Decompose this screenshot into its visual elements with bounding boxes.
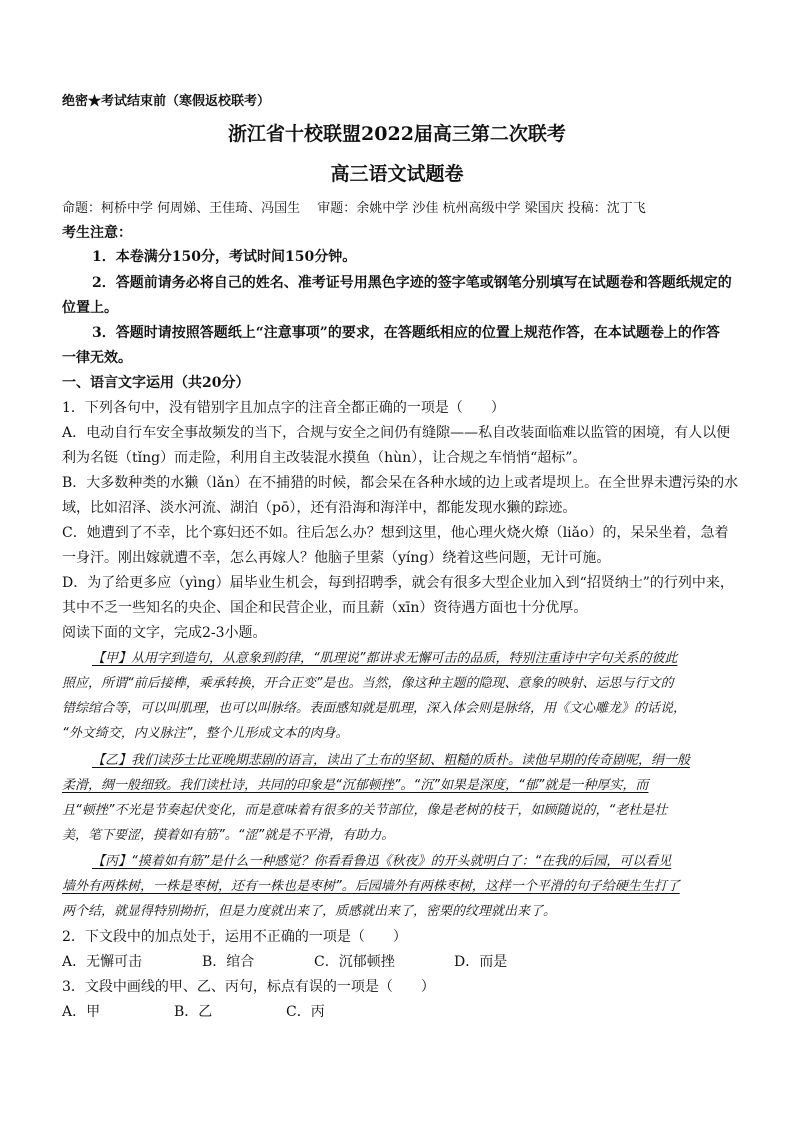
q1-option-a-line-2: 利为名铤（tǐng）而走险，利用自主改装混水摸鱼（hùn），让合规之车悄悄“超标”。 [62,450,587,466]
note-2-line-2: 位置上。 [62,300,118,316]
q3-options [62,1002,325,1022]
q1-option-b-line-2: 域，比如沼泽、淡水河流、湖泊（pō），还有沿海和海洋中，都能发现水獭的踪迹。 [62,500,577,516]
passage-jia-line-2: 照应，所谓“前后接榫，乘承转换，开合正变”是也。当然，像这种主题的隐现、意象的映射、运思与行文的 [62,676,674,691]
passage-bing-line-2: 墙外有两株树，一株是枣树，还有一株也是枣树”。后园墙外有两株枣树，这样一个平滑的句子给硬生生打了 [62,879,680,894]
q2-options [62,952,507,972]
credits-line: 命题：柯桥中学 何周娣、王佳琦、冯国生 审题：余姚中学 沙佳 杭州高级中学 梁国庆 投稿：沈丁飞 [62,201,646,216]
q3-option-a: A．甲 [62,1004,101,1020]
q1-option-c-line-2: 一身汗。刚出嫁就遭不幸，怎么再嫁人？他脑子里萦（yíng）绕着这些问题，无计可施。 [62,550,611,566]
note-2-line-1: 2．答题前请务必将自己的姓名、准考证号用黑色字迹的签字笔或钢笔分别填写在试题卷和答题纸规定的 [92,275,732,291]
reading-prompt: 阅读下面的文字，完成2-3小题。 [62,625,267,641]
passage-yi-line-3: 且“顿挫”不光是节奏起伏变化，而是意味着有很多的关节部位，像是老树的枝干，如顾随说的，“老杜是壮 [62,803,668,818]
q3-stem: 3．文段中画线的甲、乙、丙句，标点有误的一项是（ ） [62,979,435,995]
q2-stem: 2．下文段中的加点处于，运用不正确的一项是（ ） [62,929,407,945]
q3-option-c: C．丙 [286,1004,325,1020]
notes-heading: 考生注意： [62,225,132,241]
section-1-heading: 一、语言文字运用（共20分） [62,375,250,391]
passage-jia-line-4: “外文绮交，内义脉注”，整个儿形成文本的肉身。 [62,726,349,741]
q1-option-c-line-1: C．她遭到了不幸，比个寡妇还不如。往后怎么办？想到这里，他心理火烧火燎（liǎo）的，呆呆坐着，急着 [62,525,729,541]
q1-option-d-line-2: 其中不乏一些知名的央企、国企和民营企业，而且薪（xīn）资待遇方面也十分优厚。 [62,600,588,616]
note-1: 1．本卷满分150分，考试时间150分钟。 [92,249,357,265]
q1-option-d-line-1: D．为了给更多应（yìng）届毕业生机会，每到招聘季，就会有很多大型企业加入到“招贤纳士”的行列中来， [62,575,734,591]
note-3-line-2: 一律无效。 [62,350,132,366]
q1-stem: 1．下列各句中，没有错别字且加点字的注音全都正确的一项是（ ） [62,400,505,416]
q2-option-c: C．沉郁顿挫 [314,954,395,970]
q1-option-b-line-1: B．大多数种类的水獭（lǎn）在不捕猎的时候，都会呆在各种水域的边上或者堤坝上。在全世界未遭污染的水 [62,475,739,491]
q1-option-a-line-1: A．电动自行车安全事故频发的当下，合规与安全之间仍有缝隙——私自改装面临难以监管的困境，有人以便 [62,425,731,441]
passage-yi-line-1: 【乙】我们读莎士比亚晚期悲剧的语言，读出了土布的坚韧、粗糙的质朴。读他早期的传奇剧呢，绢一般 [92,753,691,768]
page-subtitle: 高三语文试题卷 [330,163,464,185]
passage-jia-line-3: 错综绾合等，可以叫肌理，也可以叫脉络。表面感知就是肌理，深入体会则是脉络，用《文心雕龙》的话说， [62,701,687,716]
passage-bing-line-3: 两个结，就显得特别拗折，但是力度就出来了，质感就出来了，密栗的纹理就出来了。 [62,904,557,919]
note-3-line-1: 3．答题时请按照答题纸上“注意事项”的要求，在答题纸相应的位置上规范作答，在本试题卷上的作答 [92,325,720,341]
page-title: 浙江省十校联盟2022届高三第二次联考 [228,123,566,145]
passage-yi-line-2: 柔滑，绸一般细致。我们读杜诗，共同的印象是“沉郁顿挫”。“沉”如果是深度，“郁”就是一种厚实，而 [62,778,649,793]
q3-option-b: B．乙 [174,1004,213,1020]
q2-option-d: D．而是 [454,954,508,970]
q2-option-a: A．无懈可击 [62,954,143,970]
passage-jia-line-1: 【甲】从用字到造句，从意象到韵律，“肌理说”都讲求无懈可击的品质，特别注重诗中字句关系的彼此 [92,651,678,666]
secret-label: 绝密★考试结束前（寒假返校联考） [62,94,271,109]
passage-bing-line-1: 【丙】“摸着如有筋”是什么一种感觉？你看看鲁迅《秋夜》的开头就明白了：“在我的后园，可以看见 [92,854,672,869]
passage-yi-line-4: 美，笔下要涩，摸着如有筋”。“涩”就是不平滑，有助力。 [62,828,395,843]
q2-option-b: B．绾合 [202,954,255,970]
